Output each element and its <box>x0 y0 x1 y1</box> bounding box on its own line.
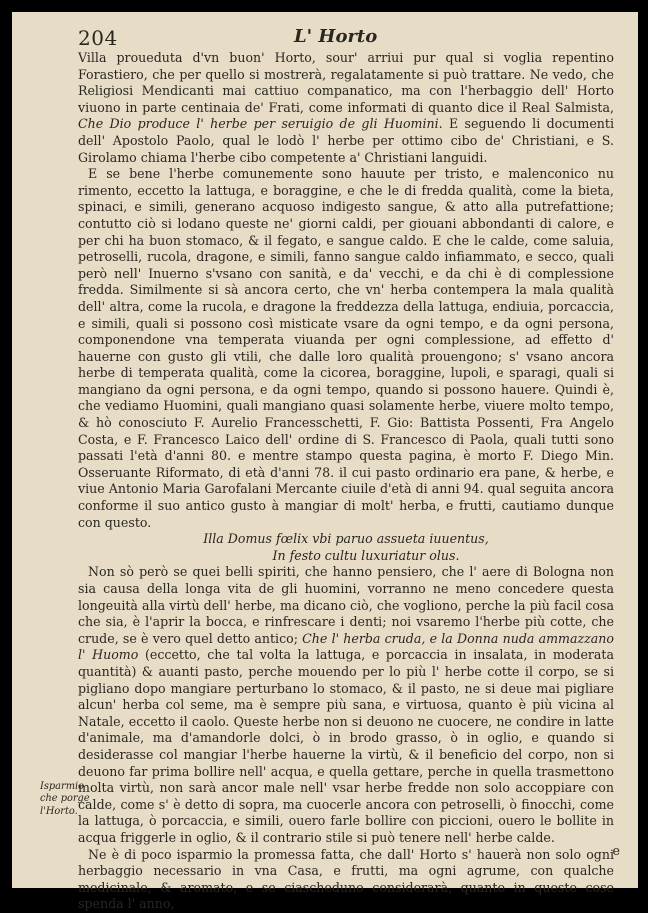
paragraph <box>78 50 614 166</box>
text-run: Villa proueduta d'vn buon' Horto, sour' arriui pur qual si voglia repentino Forastiero, che per quello si mostrerà, regalatamente si può trattare. Ne vedo, che Religiosi Mendicanti mai cattiuo companatico, ma con l'herbaggio dell' Horto viuono in parte centinaia de' Frati, come informati di quanto dice il Real Salmista, <box>78 50 614 115</box>
paragraph <box>78 166 614 531</box>
text-run: E seguendo li documenti dell' Apostolo Paolo, qual le lodò l' herbe per ottimo cibo de' Christiani, e S. Girolamo chiama l'herbe cibo competente a' Christiani languidi. <box>78 116 614 165</box>
text-run: E se bene l'herbe comunemente sono hauute per tristo, e malenconico nu rimento, eccetto la lattuga, e boraggine, e che le di fredda qualità, come la bieta, spinaci, e simili, generano acquoso indigesto sangue, & atto alla putrefattione; contutto ciò si lodano queste ne' giorni caldi, per giouani abbondanti di calore, e per chi ha buon stomaco, & il fegato, e sangue caldo. E che le calde, come saluia, petroselli, rucola, dragone, e simili, fanno sangue caldo infiammato, e secco, quali però nell' Inuerno s'vsano con sanità, e da' vecchi, e da chi è di complessione fredda. Similmente si sà ancora certo, che vn' herba contempera la mala qualità dell' altra, come la rucola, e dragone la freddezza della lattuga, endiuia, porcaccia, e simili, quali si possono così misticate vsare da ogni tempo, e da ogni persona, componendone vna temperata viuanda per ogni complessione, ad effetto d' hauerne con gusto gli vtili, che dalle loro qualità prouengono; s' vsano ancora herbe di temperata qualità, come la cicorea, boraggine, lupoli, e sparagi, quali si mangiano da ogni persona, e da ogni tempo, quando si possono hauere. Quindi è, che vediamo Huomini, quali mangiano quasi solamente herbe, viuere molto tempo, & hò conosciuto F. Aurelio Francesschetti, F. Gio: Battista Possenti, Fra Angelo Costa, e F. Francesco Laico dell' ordine di S. Francesco di Paola, quali tutti sono passati l'età d'anni 80. e mentre stampo questa pagina, è morto F. Diego Min. Osseruante Riformato, di età d'anni 78. il cui pasto ordinario era pane, & herbe, e viue Antonio Maria Garofalani Mercante ciuile d'età di anni 94. qual seguita ancora conforme il suo antico gusto à mangiar di molt' herba, e frutti, cautiamo dunque con questo. <box>78 166 614 530</box>
italic-quote: Che l' herba cruda, e la Donna nuda ammazzano l' Huomo <box>78 630 614 663</box>
text-run: (eccetto, che tal volta la lattuga, e porcaccia in insalata, in moderata quantità) & auanti pasto, perche mouendo per lo più l' herbe cotte il corpo, se si pigliano dopo mangiare perturbano lo stomaco, & il pasto, ne si deue mai pigliare alcun' herba col seme, ma è sempre più sana, e virtuosa, quanto è più vicina al Natale, eccetto il caolo. Queste herbe non si deuono ne cuocere, ne condire in latte d'animale, ma d'amandorle dolci, ò in brodo grasso, ò in oglio, e quando si desiderasse col mangiar l'herbe hauerne la virtù, & il beneficio del corpo, non si deuono far prima bollire nell' acqua, e quella gettare, perche in quella trasmettono molta virtù, non sarà ancor male nell' vsar herbe fredde non solo accoppiare con calde, come s' è detto di sopra, ma cuocerle ancora con petroselli, ò finocchi, come la lattuga, ò porcaccia, e simili, ouero farle bollire con piccioni, ouero le bollite in acqua friggerle in oglio, & il contrario stile si può tenere nell' herbe calde. <box>78 647 614 845</box>
book-page <box>12 12 638 912</box>
margin-note-line: Isparmio <box>40 781 85 792</box>
text-run: Non sò però se quei belli spiriti, che hanno pensiero, che l' aere di Bologna non sia causa della longa vita de gli huomini, vorranno ne meno concedere questa longeuità alla virtù dell' herbe, ma dicano ciò, che vogliono, perche la più facil cosa che sia, è l'aprir la bocca, e rinfrescare i denti; noi vsaremo l'herbe più cotte, che crude, se è vero quel detto antico; <box>78 564 614 646</box>
running-title: L' Horto <box>294 26 378 47</box>
paragraph-group <box>78 50 614 531</box>
margin-note-line: che porge <box>40 793 90 805</box>
body-text <box>78 50 614 913</box>
verse-line: In festo cultu luxuriatur olus. <box>272 547 460 563</box>
italic-quote: Che Dio produce l' herbe per seruigio de gli Huomini. <box>78 116 443 132</box>
margin-note-line: l'Horto. <box>40 805 78 817</box>
paragraph <box>78 564 614 846</box>
catchword: e <box>612 843 620 858</box>
verse-line: Illa Domus fœlix vbi paruo assueta iuuentus, <box>203 531 489 547</box>
paragraph <box>78 847 614 913</box>
paragraph-group <box>78 564 614 912</box>
page-number: 204 <box>78 26 118 50</box>
text-run: Ne è di poco isparmio la promessa fatta, che dall' Horto s' hauerà non solo ogni herbaggio necessario in vna Casa, e frutti, ma ogni agrume, con qualche medicinale, & aromato, e se ciascheduno considerarà, quanto in queste cose spenda l' anno, <box>78 846 614 912</box>
